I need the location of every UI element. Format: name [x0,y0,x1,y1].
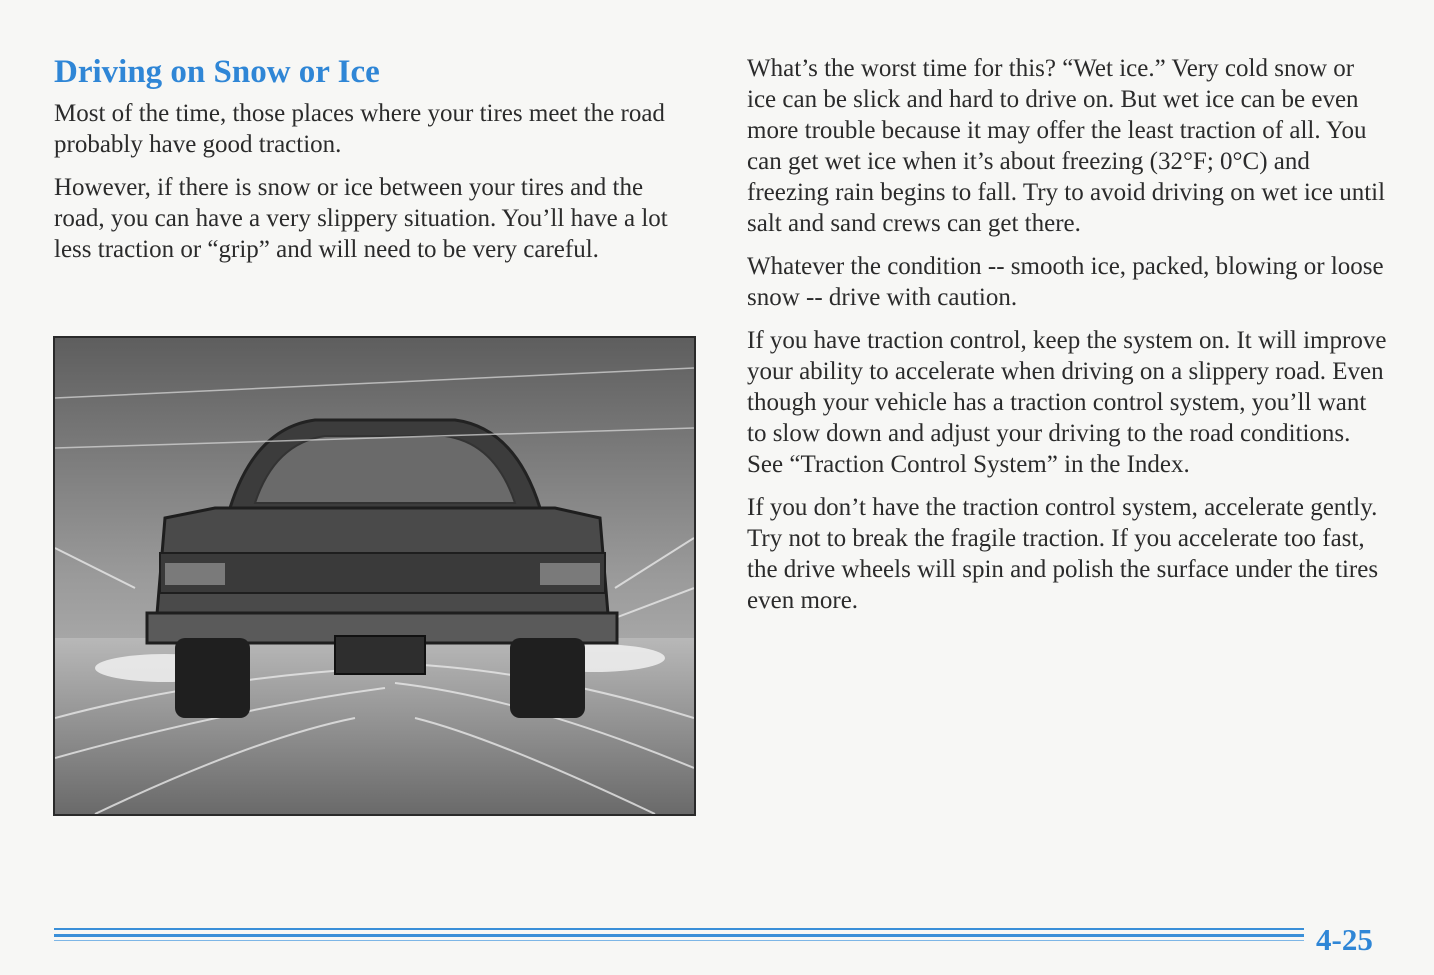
car-rear-drawing [55,338,694,814]
page-number: 4-25 [1316,922,1373,957]
footer-line [54,928,1304,930]
paragraph-slippery-warning: However, if there is snow or ice between your tires and the road, you can have a very slippery situation. You’ll have a lot less traction or “grip” and will need to be very careful. [54,174,668,263]
paragraph-accelerate-gently: If you don’t have the traction control system, accelerate gently. Try not to break the fragile traction. If you accelerate too fast, the drive wheels will spin and polish the surface under the tires even more. [747,494,1379,614]
paragraph-traction-control: If you have traction control, keep the system on. It will improve your ability to accelerate when driving on a slippery road. Even though your vehicle has a traction control system, you’ll want to slow down and adjust your driving to the road conditions. See “Traction Control System” in the Index. [747,327,1387,478]
footer-line [54,940,1304,941]
paragraph-wet-ice: What’s the worst time for this? “Wet ice.” Very cold snow or ice can be slick and hard to drive on. But wet ice can be even more trouble because it may offer the least traction of all. You can get wet ice when it’s about freezing (32°F; 0°C) and freezing rain begins to fall. Try to avoid driving on wet ice until salt and sand crews can get there. [747,55,1386,237]
car-on-ice-illustration [53,336,696,816]
paragraph-caution: Whatever the condition -- smooth ice, packed, blowing or loose snow -- drive with caution. [747,253,1384,311]
paragraph-traction-intro: Most of the time, those places where your tires meet the road probably have good traction. [54,100,665,158]
left-column [54,52,694,277]
page-title: Driving on Snow or Ice [54,54,380,90]
right-column [747,53,1387,628]
footer-rule [54,928,1304,942]
footer-line [54,934,1304,937]
